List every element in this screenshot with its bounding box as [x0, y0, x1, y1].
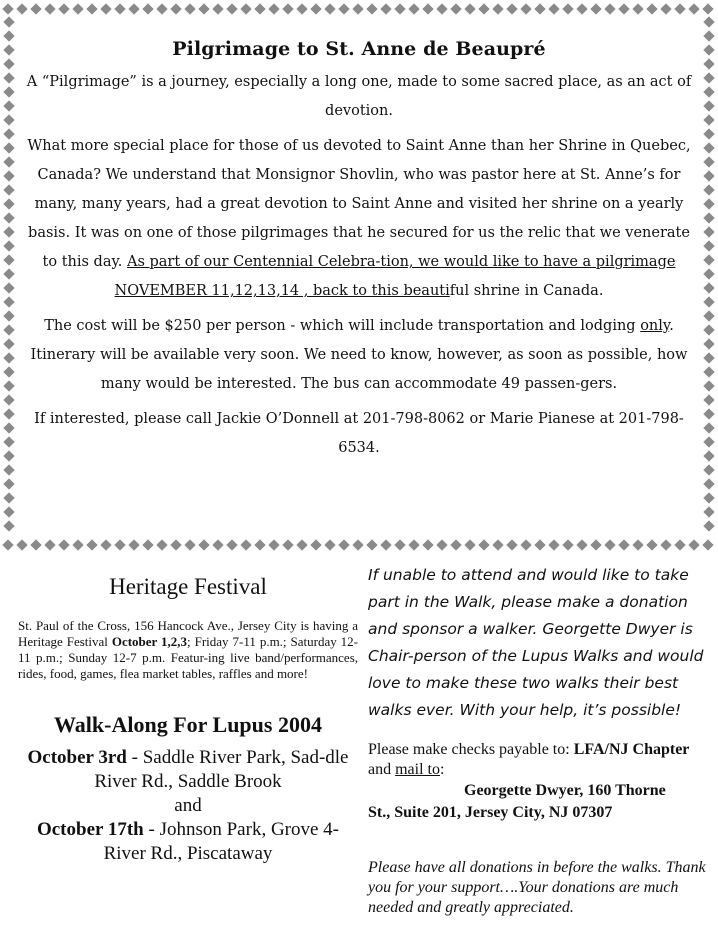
- border-diamond: [3, 380, 14, 391]
- border-diamond: [3, 226, 14, 237]
- border-diamond: [3, 100, 14, 111]
- border-diamond: [688, 539, 699, 550]
- border-diamond: [240, 3, 251, 14]
- border-diamond: [268, 539, 279, 550]
- border-diamond: [338, 539, 349, 550]
- border-diamond: [703, 240, 714, 251]
- border-diamond: [703, 254, 714, 265]
- border-diamond: [576, 539, 587, 550]
- pilgrimage-cost-paragraph: [20, 312, 698, 399]
- border-diamond: [703, 422, 714, 433]
- border-diamond: [3, 478, 14, 489]
- border-diamond: [226, 539, 237, 550]
- border-diamond: [3, 324, 14, 335]
- heritage-intro: St. Paul of the Cross, 156 Hancock Ave., Jersey City is having a Heritage Festival: [18, 618, 358, 649]
- walk-title: Walk-Along For Lupus 2004: [54, 712, 322, 737]
- border-diamond: [30, 539, 41, 550]
- border-diamond: [703, 212, 714, 223]
- border-diamond: [703, 310, 714, 321]
- border-diamond: [478, 539, 489, 550]
- border-diamond: [422, 539, 433, 550]
- border-diamond: [506, 539, 517, 550]
- border-diamond: [703, 72, 714, 83]
- border-diamond: [170, 3, 181, 14]
- border-diamond: [703, 436, 714, 447]
- border-diamond: [660, 3, 671, 14]
- border-diamond: [3, 310, 14, 321]
- border-diamond: [703, 198, 714, 209]
- border-diamond: [114, 539, 125, 550]
- border-diamond: [198, 3, 209, 14]
- checks-instructions: [368, 740, 706, 780]
- border-diamond: [3, 156, 14, 167]
- border-diamond: [520, 539, 531, 550]
- border-diamond: [30, 3, 41, 14]
- border-diamond: [576, 3, 587, 14]
- heritage-details: ; Friday 7-11 p.m.; Saturday 12-11 p.m.; Sunday 12-7 p.m. Featur-ing live band/performances, rides, food, games, flea market tables, raffles and more!: [18, 634, 358, 681]
- border-diamond: [703, 394, 714, 405]
- border-diamond: [254, 539, 265, 550]
- border-diamond: [703, 282, 714, 293]
- border-diamond: [604, 539, 615, 550]
- border-diamond: [703, 520, 714, 531]
- address-line-2: St., Suite 201, Jersey City, NJ 07307: [368, 804, 613, 821]
- shrine-text-end: ful shrine in Canada.: [449, 283, 604, 299]
- border-diamond: [548, 3, 559, 14]
- border-diamond: [492, 3, 503, 14]
- border-diamond: [464, 539, 475, 550]
- border-diamond: [703, 170, 714, 181]
- border-diamond: [198, 539, 209, 550]
- border-diamond: [703, 100, 714, 111]
- border-diamond: [520, 3, 531, 14]
- border-diamond: [408, 3, 419, 14]
- border-diamond: [3, 394, 14, 405]
- border-diamond: [703, 86, 714, 97]
- border-diamond: [646, 3, 657, 14]
- border-diamond: [618, 539, 629, 550]
- checks-mail-to: mail to: [395, 761, 440, 778]
- border-diamond: [72, 3, 83, 14]
- border-diamond: [3, 366, 14, 377]
- centennial-announcement: As part of our Centennial Celebra-tion, we would like to have a pilgrimage NOVEMBER 11,12,13,14 , back to this beauti: [114, 254, 676, 299]
- walk-location-2: - Johnson Park, Grove 4-River Rd., Piscataway: [103, 819, 340, 864]
- border-diamond: [58, 3, 69, 14]
- border-diamond: [703, 352, 714, 363]
- border-diamond: [703, 408, 714, 419]
- shrine-text: What more special place for those of us devoted to Saint Anne than her Shrine in Quebec, Canada? We understand that Monsignor Shovlin, who was pastor here at St. Anne’s for many, many years, had a great devotion to Saint Anne and visited her shrine on a yearly basis. It was on one of those pilgrimages that he secured for us the relic that we venerate to this day.: [27, 138, 691, 270]
- border-diamond: [703, 226, 714, 237]
- border-diamond: [436, 539, 447, 550]
- walk-and: and: [174, 795, 202, 816]
- walk-event-2: [18, 818, 358, 866]
- border-diamond: [58, 539, 69, 550]
- border-diamond: [534, 539, 545, 550]
- border-diamond: [3, 240, 14, 251]
- border-diamond: [703, 44, 714, 55]
- border-diamond: [3, 114, 14, 125]
- border-diamond: [506, 3, 517, 14]
- border-diamond: [282, 539, 293, 550]
- border-diamond: [478, 3, 489, 14]
- border-diamond: [3, 282, 14, 293]
- pilgrimage-contact: If interested, please call Jackie O’Donnell at 201-798-8062 or Marie Pianese at 201-798-6534.: [34, 411, 684, 456]
- border-diamond: [674, 3, 685, 14]
- border-diamond: [310, 539, 321, 550]
- border-diamond: [703, 464, 714, 475]
- border-diamond: [16, 539, 27, 550]
- border-diamond: [226, 3, 237, 14]
- border-diamond: [3, 254, 14, 265]
- border-diamond: [100, 539, 111, 550]
- border-diamond: [3, 296, 14, 307]
- border-diamond: [703, 184, 714, 195]
- border-diamond: [3, 86, 14, 97]
- border-diamond: [170, 539, 181, 550]
- cost-text: The cost will be $250 per person - which will include transportation and lodging: [44, 318, 641, 334]
- border-diamond: [3, 30, 14, 41]
- right-column: [368, 562, 706, 918]
- heritage-title: Heritage Festival: [109, 574, 267, 599]
- cost-text-end: . Itinerary will be available very soon. We need to know, however, as soon as possible, how many would be interested. The bus can accommodate 49 passen-gers.: [30, 318, 688, 392]
- border-diamond: [3, 198, 14, 209]
- checks-and: and: [368, 761, 396, 778]
- border-diamond: [562, 539, 573, 550]
- border-diamond: [128, 3, 139, 14]
- border-diamond: [660, 539, 671, 550]
- diamond-border-top: [0, 2, 718, 16]
- border-diamond: [703, 506, 714, 517]
- border-diamond: [324, 539, 335, 550]
- border-diamond: [184, 539, 195, 550]
- border-diamond: [44, 3, 55, 14]
- left-column: [18, 566, 358, 866]
- border-diamond: [128, 539, 139, 550]
- border-diamond: [3, 58, 14, 69]
- border-diamond: [703, 156, 714, 167]
- border-diamond: [3, 506, 14, 517]
- border-diamond: [184, 3, 195, 14]
- border-diamond: [3, 72, 14, 83]
- border-diamond: [394, 3, 405, 14]
- only-emphasis: only: [640, 318, 670, 334]
- border-diamond: [16, 3, 27, 14]
- walk-date-2: October 17th: [36, 819, 144, 840]
- pilgrimage-definition: A “Pilgrimage” is a journey, especially a long one, made to some sacred place, as an act of devotion.: [26, 74, 692, 119]
- border-diamond: [296, 3, 307, 14]
- border-diamond: [380, 3, 391, 14]
- border-diamond: [3, 450, 14, 461]
- diamond-border-bottom: [0, 538, 718, 552]
- border-diamond: [703, 478, 714, 489]
- checks-lead: Please make checks payable to:: [368, 741, 574, 758]
- donation-appeal: If unable to attend and would like to take part in the Walk, please make a donation and sponsor a walker. Georgette Dwyer is Chair-person of the Lupus Walks and would love to make these two walks their best walks ever. With your help, it’s possible!: [368, 566, 704, 719]
- border-diamond: [674, 539, 685, 550]
- border-diamond: [562, 3, 573, 14]
- border-diamond: [703, 142, 714, 153]
- border-diamond: [450, 539, 461, 550]
- border-diamond: [142, 3, 153, 14]
- border-diamond: [3, 128, 14, 139]
- border-diamond: [3, 464, 14, 475]
- border-diamond: [86, 3, 97, 14]
- border-diamond: [618, 3, 629, 14]
- border-diamond: [703, 296, 714, 307]
- border-diamond: [703, 16, 714, 27]
- border-diamond: [604, 3, 615, 14]
- diamond-border-right: [702, 0, 716, 554]
- border-diamond: [394, 539, 405, 550]
- border-diamond: [450, 3, 461, 14]
- border-diamond: [703, 492, 714, 503]
- border-diamond: [282, 3, 293, 14]
- border-diamond: [703, 338, 714, 349]
- border-diamond: [408, 539, 419, 550]
- border-diamond: [156, 3, 167, 14]
- checks-colon: :: [440, 761, 445, 778]
- border-diamond: [240, 539, 251, 550]
- border-diamond: [688, 3, 699, 14]
- border-diamond: [436, 3, 447, 14]
- border-diamond: [464, 3, 475, 14]
- border-diamond: [632, 3, 643, 14]
- border-diamond: [3, 436, 14, 447]
- border-diamond: [338, 3, 349, 14]
- border-diamond: [3, 268, 14, 279]
- border-diamond: [310, 3, 321, 14]
- border-diamond: [114, 3, 125, 14]
- address-line-1: Georgette Dwyer, 160 Thorne: [464, 782, 666, 799]
- border-diamond: [703, 366, 714, 377]
- border-diamond: [3, 44, 14, 55]
- border-diamond: [3, 352, 14, 363]
- border-diamond: [703, 324, 714, 335]
- pilgrimage-article: [20, 16, 698, 469]
- border-diamond: [703, 58, 714, 69]
- border-diamond: [352, 539, 363, 550]
- walk-location-1: - Saddle River Park, Sad-dle River Rd., Saddle Brook: [94, 747, 349, 792]
- border-diamond: [3, 212, 14, 223]
- border-diamond: [646, 539, 657, 550]
- border-diamond: [86, 539, 97, 550]
- walk-event-1: [18, 746, 358, 794]
- border-diamond: [156, 539, 167, 550]
- border-diamond: [352, 3, 363, 14]
- border-diamond: [703, 268, 714, 279]
- donation-closing: Please have all donations in before the walks. Thank you for your support….Your donations are much needed and greatly appreciated.: [368, 859, 706, 916]
- border-diamond: [212, 539, 223, 550]
- border-diamond: [548, 539, 559, 550]
- border-diamond: [3, 338, 14, 349]
- border-diamond: [212, 3, 223, 14]
- border-diamond: [254, 3, 265, 14]
- border-diamond: [3, 520, 14, 531]
- border-diamond: [366, 539, 377, 550]
- border-diamond: [703, 128, 714, 139]
- heritage-text: [18, 618, 358, 682]
- border-diamond: [703, 380, 714, 391]
- diamond-border-left: [2, 0, 16, 554]
- border-diamond: [3, 492, 14, 503]
- pilgrimage-paragraph-shrine: [20, 132, 698, 306]
- border-diamond: [534, 3, 545, 14]
- border-diamond: [492, 539, 503, 550]
- border-diamond: [703, 114, 714, 125]
- heritage-dates: October 1,2,3: [111, 634, 188, 649]
- border-diamond: [590, 539, 601, 550]
- border-diamond: [324, 3, 335, 14]
- border-diamond: [72, 539, 83, 550]
- checks-org: LFA/NJ Chapter: [573, 741, 690, 758]
- border-diamond: [3, 142, 14, 153]
- border-diamond: [3, 16, 14, 27]
- border-diamond: [632, 539, 643, 550]
- walk-date-1: October 3rd: [27, 747, 127, 768]
- border-diamond: [44, 539, 55, 550]
- border-diamond: [3, 422, 14, 433]
- border-diamond: [380, 539, 391, 550]
- border-diamond: [703, 30, 714, 41]
- border-diamond: [268, 3, 279, 14]
- border-diamond: [590, 3, 601, 14]
- border-diamond: [296, 539, 307, 550]
- border-diamond: [422, 3, 433, 14]
- border-diamond: [3, 408, 14, 419]
- border-diamond: [703, 450, 714, 461]
- border-diamond: [3, 184, 14, 195]
- pilgrimage-title: Pilgrimage to St. Anne de Beaupré: [172, 38, 546, 60]
- border-diamond: [100, 3, 111, 14]
- border-diamond: [3, 170, 14, 181]
- border-diamond: [366, 3, 377, 14]
- border-diamond: [142, 539, 153, 550]
- mailing-address: [368, 780, 706, 824]
